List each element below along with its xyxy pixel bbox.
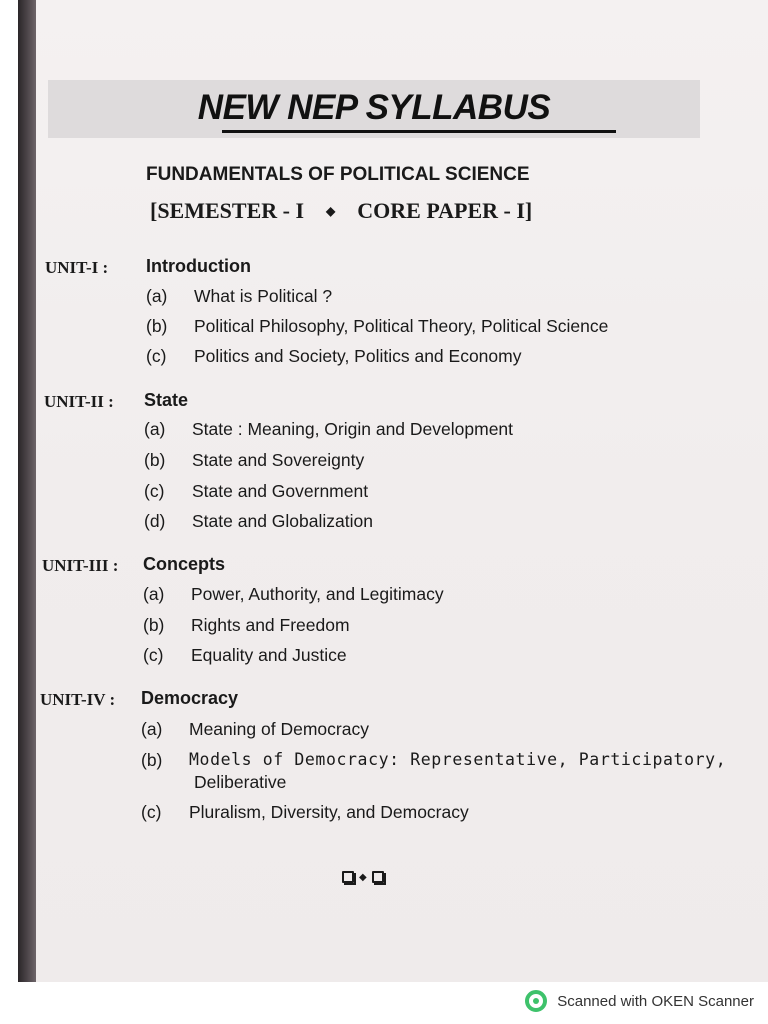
diamond-separator-icon: ◆ <box>326 203 336 218</box>
title-banner <box>48 80 700 138</box>
item-text: Rights and Freedom <box>191 615 350 635</box>
unit-label: UNIT-III : <box>42 556 119 575</box>
diamond-ornament-icon: ◆ <box>359 871 367 883</box>
unit-title: Democracy <box>141 688 239 708</box>
item-marker: (b) <box>146 316 168 336</box>
unit-label: UNIT-II : <box>44 392 114 411</box>
item-marker: (c) <box>144 481 165 501</box>
unit-title: Concepts <box>143 554 226 574</box>
item-marker: (b) <box>144 450 166 470</box>
item-text: Equality and Justice <box>191 645 347 665</box>
square-ornament-icon <box>372 871 384 883</box>
book-binding-shadow <box>18 0 36 982</box>
item-marker: (c) <box>146 346 167 366</box>
scanned-page <box>22 0 768 982</box>
unit-title: Introduction <box>146 256 251 276</box>
unit-label: UNIT-I : <box>45 258 109 277</box>
item-text: Pluralism, Diversity, and Democracy <box>189 802 469 822</box>
item-text-continuation: Deliberative <box>194 772 287 792</box>
item-marker: (c) <box>141 802 162 822</box>
item-text: What is Political ? <box>194 286 333 306</box>
item-text: Meaning of Democracy <box>189 719 369 739</box>
item-text: Power, Authority, and Legitimacy <box>191 584 444 604</box>
item-marker: (a) <box>146 286 168 306</box>
oken-scanner-icon <box>525 990 547 1012</box>
end-of-section-mark <box>342 871 384 883</box>
semester-label: [SEMESTER - I <box>150 198 305 223</box>
unit-label: UNIT-IV : <box>40 690 116 709</box>
item-marker: (a) <box>141 719 163 739</box>
item-text: State and Globalization <box>192 511 373 531</box>
item-marker: (a) <box>143 584 165 604</box>
core-paper-label: CORE PAPER - I] <box>357 198 533 223</box>
item-text: Politics and Society, Politics and Economy <box>194 346 522 366</box>
item-text: State : Meaning, Origin and Development <box>192 419 514 439</box>
item-text: Political Philosophy, Political Theory, Political Science <box>194 316 609 336</box>
unit-title: State <box>144 390 189 410</box>
title-underline <box>222 130 616 133</box>
item-marker: (b) <box>141 750 163 770</box>
item-marker: (c) <box>143 645 164 665</box>
item-marker: (d) <box>144 511 166 531</box>
item-text: State and Government <box>192 481 369 501</box>
square-ornament-icon <box>342 871 354 883</box>
item-marker: (b) <box>143 615 165 635</box>
subject-heading: FUNDAMENTALS OF POLITICAL SCIENCE <box>146 164 530 185</box>
item-marker: (a) <box>144 419 166 439</box>
item-text: State and Sovereignty <box>192 450 365 470</box>
item-text: Models of Democracy: Representative, Participatory, <box>189 750 727 769</box>
scanner-watermark <box>525 990 754 1012</box>
semester-line <box>150 198 532 224</box>
scanner-text: Scanned with OKEN Scanner <box>557 992 754 1010</box>
page-title: NEW NEP SYLLABUS <box>197 88 551 127</box>
